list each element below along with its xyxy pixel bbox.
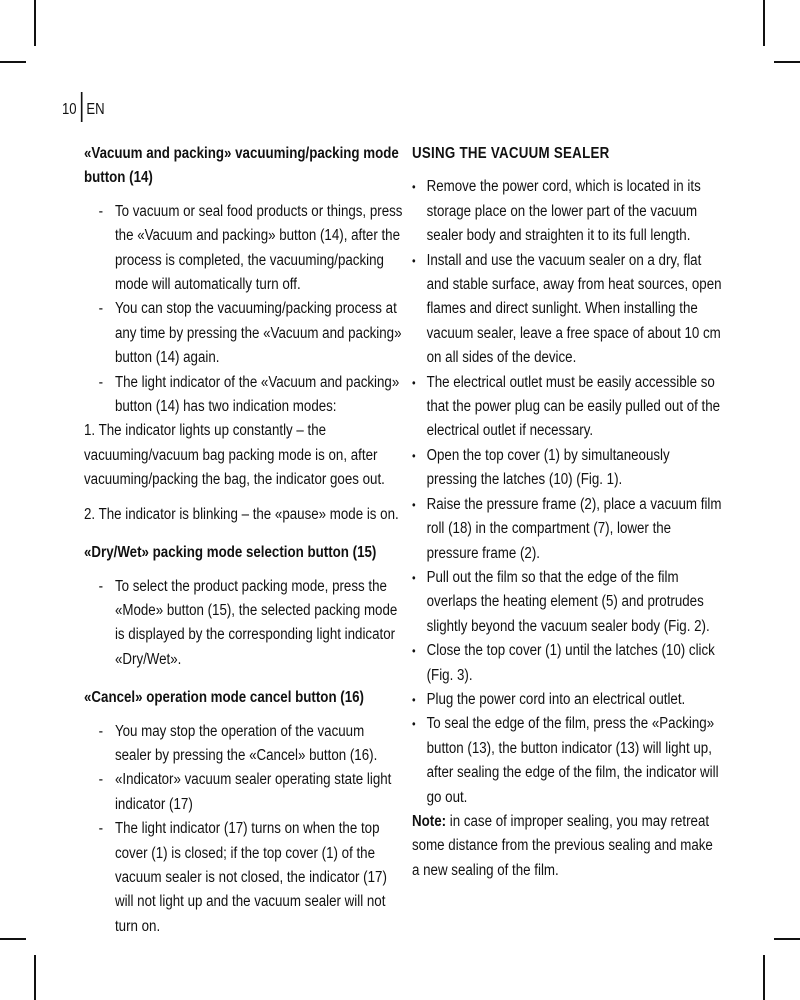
list-item: - You may stop the operation of the vacuum sealer by pressing the «Cancel» button (16). bbox=[84, 720, 404, 769]
indication-mode-1: 1. The indicator lights up constantly – the vacuuming/vacuum bag packing mode is on, after vacuuming/packing the bag, the indicator goes out. bbox=[84, 422, 385, 489]
header-divider bbox=[81, 92, 83, 122]
using-list bbox=[412, 175, 723, 810]
crop-mark bbox=[0, 938, 26, 940]
crop-mark bbox=[774, 938, 800, 940]
note-label: Note: bbox=[412, 812, 447, 830]
dry-wet-list bbox=[84, 575, 404, 673]
list-item: • To seal the edge of the film, press the «Packing» button (13), the button indicator (13) will light up, after sealing the edge of the film, the indicator will go out. bbox=[412, 712, 723, 810]
left-column bbox=[84, 142, 404, 945]
list-item: • Open the top cover (1) by simultaneously pressing the latches (10) (Fig. 1). bbox=[412, 444, 723, 493]
page-number: 10 bbox=[62, 101, 77, 118]
list-item: • Close the top cover (1) until the latches (10) click (Fig. 3). bbox=[412, 639, 723, 688]
list-item: - «Indicator» vacuum sealer operating state light indicator (17) bbox=[84, 768, 404, 817]
indication-mode-2: 2. The indicator is blinking – the «pause» mode is on. bbox=[84, 505, 399, 523]
list-item: • Raise the pressure frame (2), place a vacuum film roll (18) in the compartment (7), lower the pressure frame (2). bbox=[412, 493, 723, 566]
list-item: • Remove the power cord, which is located in its storage place on the lower part of the vacuum sealer body and straighten it to its full length. bbox=[412, 175, 723, 248]
note-text: in case of improper sealing, you may retreat some distance from the previous sealing and make a new sealing of the film. bbox=[412, 812, 713, 879]
page-header bbox=[62, 92, 105, 122]
list-item: - To select the product packing mode, press the «Mode» button (15), the selected packing mode is displayed by the corresponding light indicator «Dry/Wet». bbox=[84, 575, 404, 673]
vacuum-packing-list bbox=[84, 200, 404, 420]
section-heading-vacuum-packing: «Vacuum and packing» vacuuming/packing mode button (14) bbox=[84, 145, 399, 187]
list-item: • The electrical outlet must be easily accessible so that the power plug can be easily pulled out of the electrical outlet if necessary. bbox=[412, 371, 723, 444]
list-item: - The light indicator (17) turns on when the top cover (1) is closed; if the top cover (1) of the vacuum sealer is not closed, the indicator (17) will not light up and the vacuum sealer will not turn on. bbox=[84, 817, 404, 939]
section-heading-cancel: «Cancel» operation mode cancel button (16) bbox=[84, 689, 364, 707]
crop-mark bbox=[763, 0, 765, 46]
crop-mark bbox=[763, 955, 765, 1000]
crop-mark bbox=[774, 61, 800, 63]
list-item: • Pull out the film so that the edge of the film overlaps the heating element (5) and protrudes slightly beyond the vacuum sealer body (Fig. 2). bbox=[412, 566, 723, 639]
note bbox=[412, 810, 723, 883]
list-item: • Install and use the vacuum sealer on a dry, flat and stable surface, away from heat sources, open flames and direct sunlight. When installing the vacuum sealer, leave a free space of about 10 cm on all sides of the device. bbox=[412, 249, 723, 371]
cancel-list bbox=[84, 720, 404, 940]
list-item: - To vacuum or seal food products or things, press the «Vacuum and packing» button (14), after the process is completed, the vacuuming/packing mode will automatically turn off. bbox=[84, 200, 404, 298]
crop-mark bbox=[0, 61, 26, 63]
section-heading-dry-wet: «Dry/Wet» packing mode selection button (15) bbox=[84, 544, 377, 562]
crop-mark bbox=[34, 0, 36, 46]
crop-mark bbox=[34, 955, 36, 1000]
list-item: • Plug the power cord into an electrical outlet. bbox=[412, 688, 723, 712]
list-item: - The light indicator of the «Vacuum and packing» button (14) has two indication modes: bbox=[84, 371, 404, 420]
list-item: - You can stop the vacuuming/packing process at any time by pressing the «Vacuum and packing» button (14) again. bbox=[84, 297, 404, 370]
language-code: EN bbox=[86, 101, 105, 118]
section-heading-using: USING THE VACUUM SEALER bbox=[412, 145, 610, 162]
right-column bbox=[412, 142, 723, 893]
